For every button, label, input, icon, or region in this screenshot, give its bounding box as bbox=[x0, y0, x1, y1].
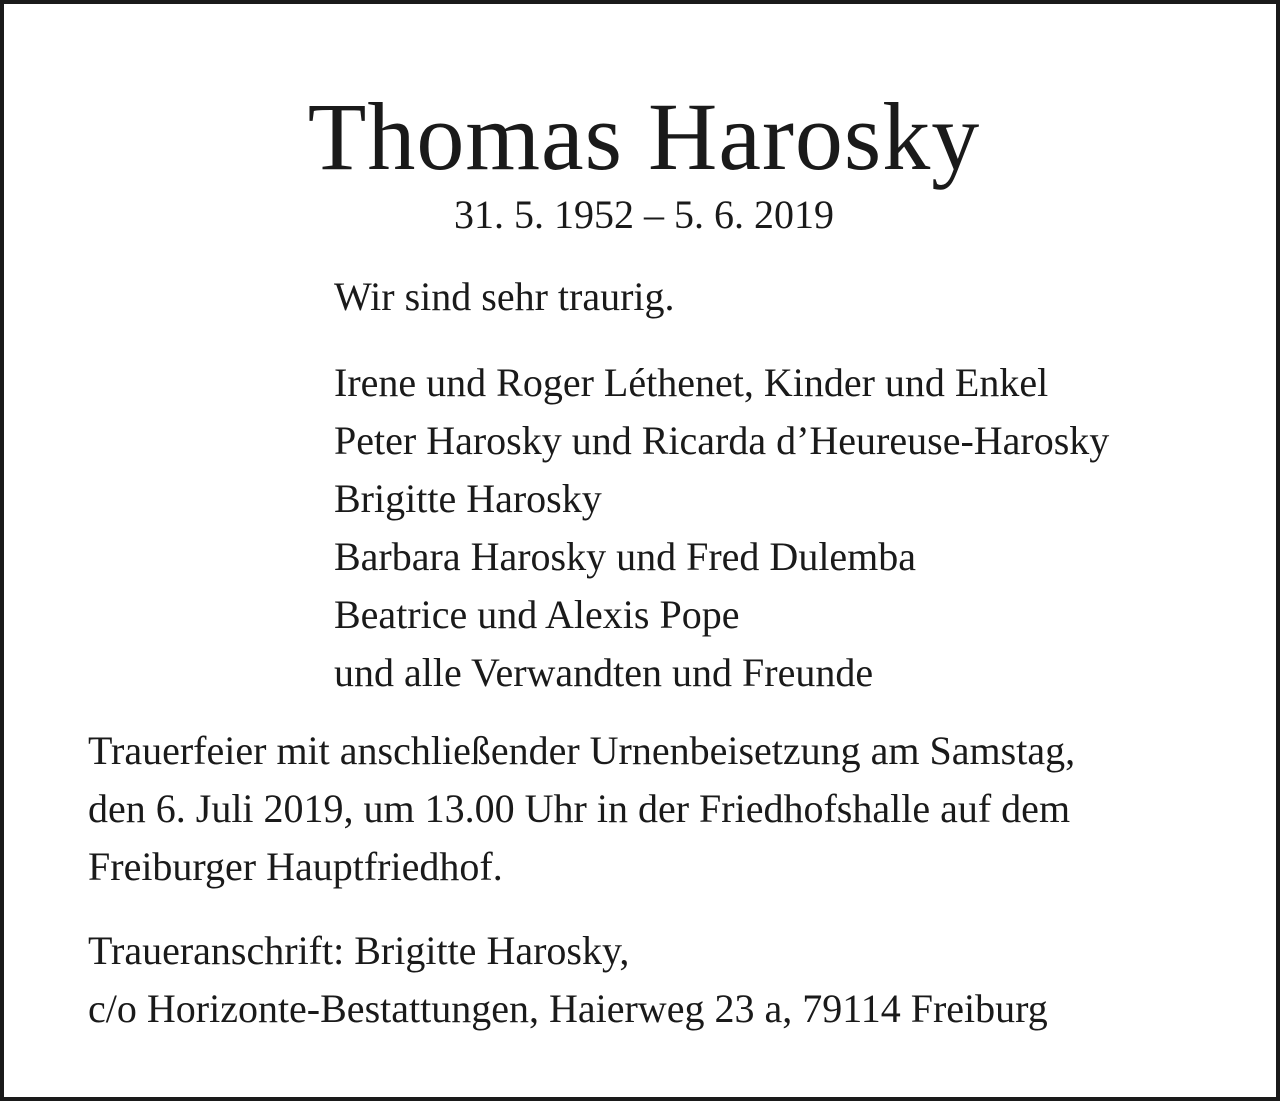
ceremony-line: den 6. Juli 2019, um 13.00 Uhr in der Friedhofshalle auf dem bbox=[88, 786, 1071, 831]
deceased-name: Thomas Harosky bbox=[307, 83, 981, 190]
mourner-line: Irene und Roger Léthenet, Kinder und Enkel bbox=[334, 360, 1049, 405]
sentiment-line: Wir sind sehr traurig. bbox=[334, 274, 675, 319]
mourner-line: Beatrice und Alexis Pope bbox=[334, 592, 740, 637]
mourner-line: Barbara Harosky und Fred Dulemba bbox=[334, 534, 917, 579]
mourner-line: Peter Harosky und Ricarda d’Heureuse-Harosky bbox=[334, 418, 1110, 463]
ceremony-line: Freiburger Hauptfriedhof. bbox=[88, 844, 503, 889]
mourner-line: und alle Verwandten und Freunde bbox=[334, 650, 874, 695]
ceremony-info bbox=[88, 722, 1075, 896]
life-dates: 31. 5. 1952 – 5. 6. 2019 bbox=[454, 192, 834, 237]
address-line: Traueranschrift: Brigitte Harosky, bbox=[88, 928, 630, 973]
mourners-list bbox=[334, 354, 1109, 702]
mourner-line: Brigitte Harosky bbox=[334, 476, 602, 521]
address-line: c/o Horizonte-Bestattungen, Haierweg 23 a, 79114 Freiburg bbox=[88, 986, 1048, 1031]
ceremony-line: Trauerfeier mit anschließender Urnenbeisetzung am Samstag, bbox=[88, 728, 1076, 773]
mourning-address bbox=[88, 922, 1048, 1038]
